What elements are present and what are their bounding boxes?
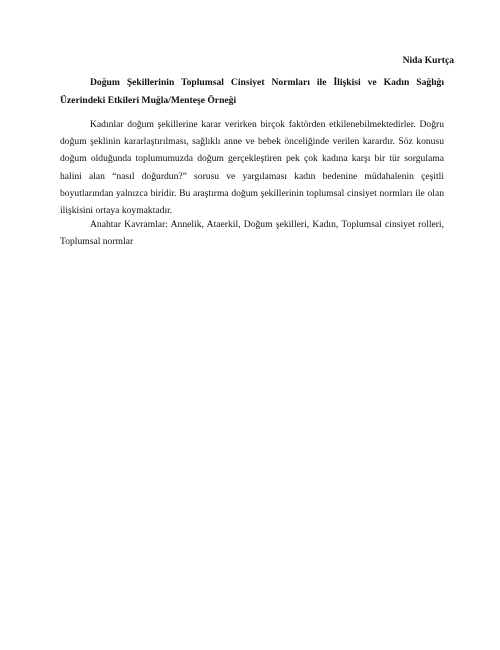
abstract-paragraph: Kadınlar doğum şekillerine karar verirken birçok faktörden etkilenebilmektedirler. Doğru doğum şeklinin kararlaştırılması, sağlıklı anne ve bebek önceliğinde verilen karardır. Söz konusu doğum olduğunda toplumumuzda doğum gerçekleştiren pek çok kadına karşı bir tür sorgulama halini alan “nasıl doğurdun?” sorusu ve yargılaması kadın bedenine müdahalenin çeşitli boyutlarından yalnızca biridir. Bu araştırma doğum şekillerinin toplumsal cinsiyet normları ile olan ilişkisini ortaya koymaktadır. bbox=[60, 119, 444, 217]
paper-title: Doğum Şekillerinin Toplumsal Cinsiyet Normları ile İlişkisi ve Kadın Sağlığı Üzerindeki Etkileri Muğla/Menteşe Örneği bbox=[60, 77, 444, 106]
keywords-paragraph: Anahtar Kavramlar: Annelik, Ataerkil, Doğum şekilleri, Kadın, Toplumsal cinsiyet rolleri, Toplumsal normlar bbox=[60, 219, 444, 248]
author-name: Nida Kurtça bbox=[402, 55, 454, 66]
